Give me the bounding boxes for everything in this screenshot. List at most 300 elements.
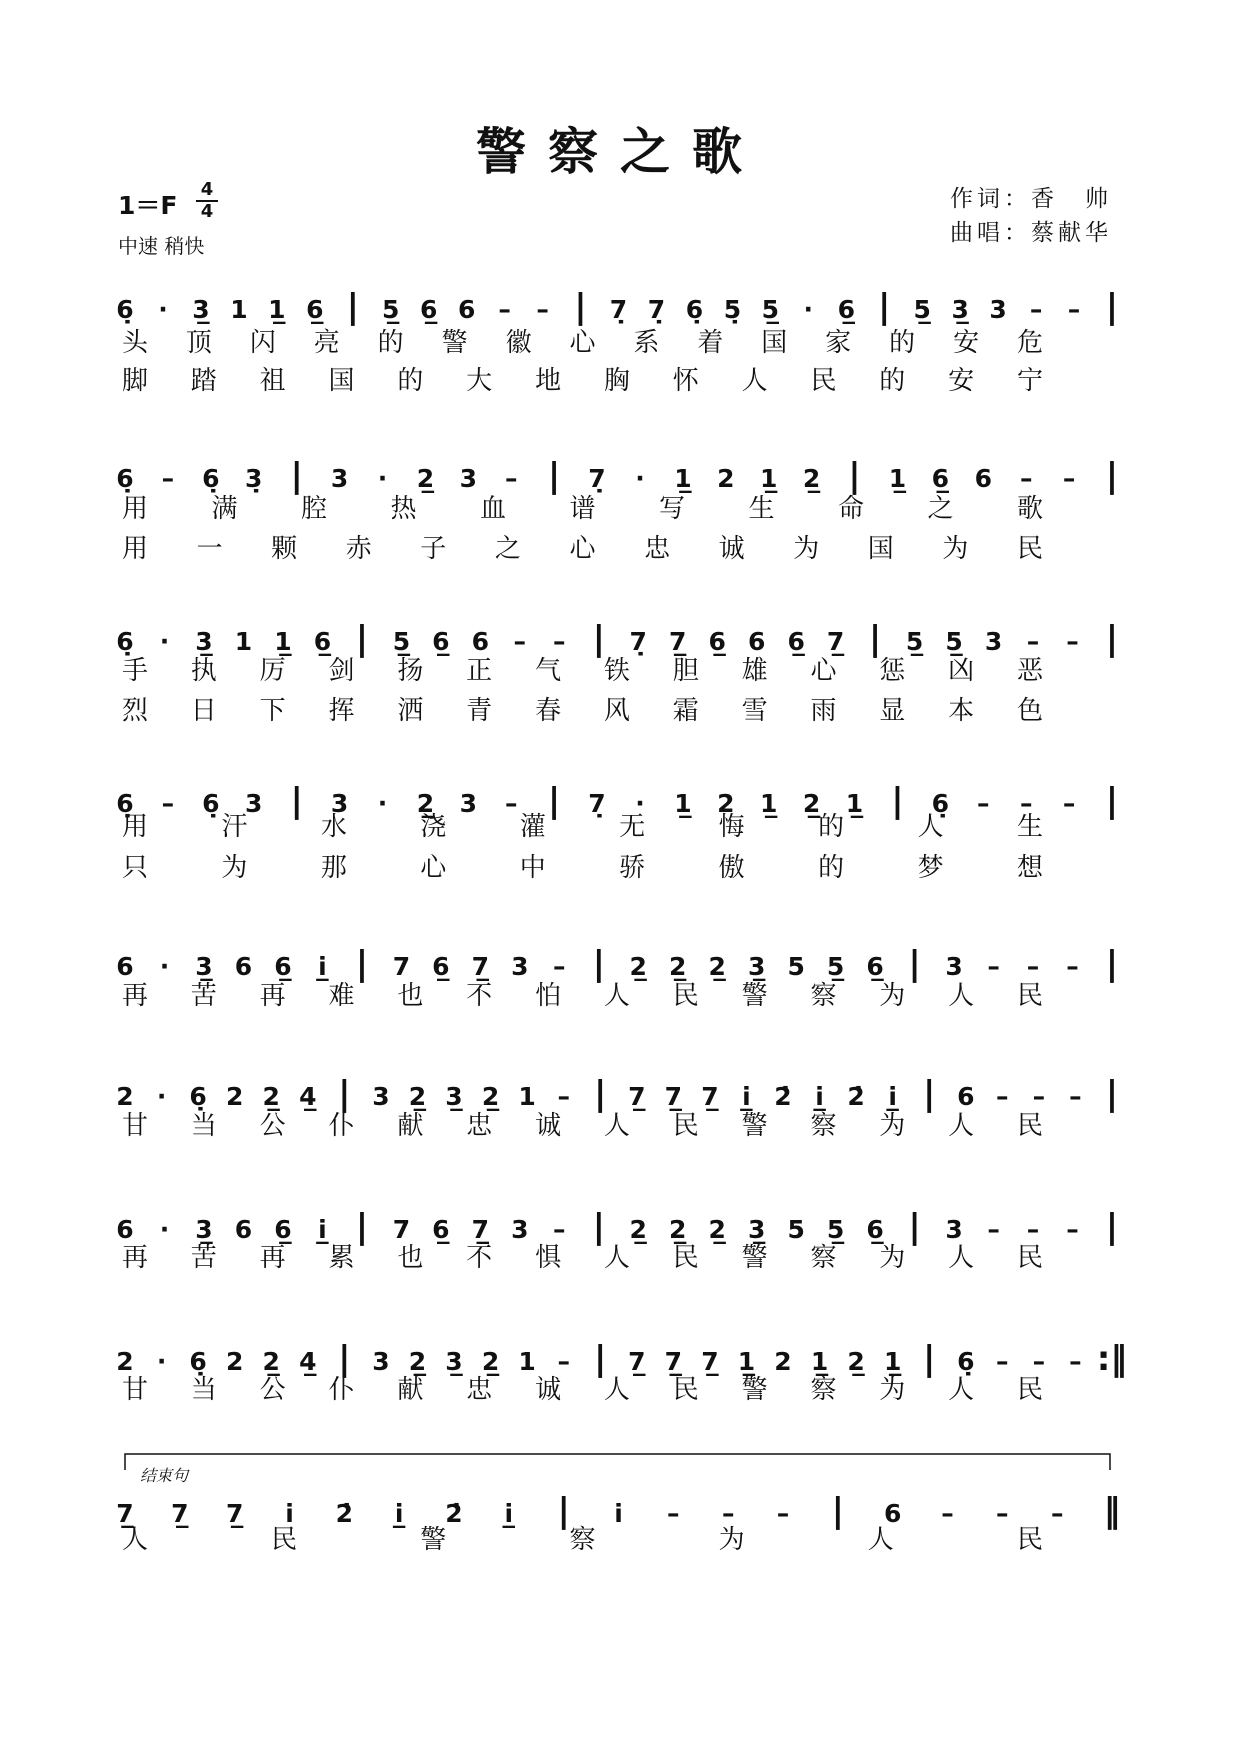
- note: 2̲: [481, 1082, 500, 1111]
- note: 7̲: [225, 1499, 244, 1528]
- lyric-syllable: 颗: [271, 534, 298, 564]
- lyric-syllable: 腔: [300, 494, 328, 524]
- lyric-syllable: 家: [825, 328, 852, 358]
- lyric-syllable: 剑: [328, 656, 355, 686]
- lyric-syllable: 人: [121, 1525, 149, 1555]
- lyric-syllable: 忠: [466, 1111, 493, 1141]
- note: ·: [159, 627, 170, 656]
- lyric-syllable: 歌: [1016, 494, 1044, 524]
- barline: ‖: [1103, 1491, 1121, 1531]
- lyric-syllable: 踏: [190, 366, 217, 396]
- note: 6̣: [957, 1347, 975, 1376]
- lyric-syllable: 的: [879, 366, 906, 396]
- note: 3̲: [195, 627, 213, 656]
- note: –: [504, 789, 518, 818]
- note: ·: [158, 295, 168, 324]
- barline: |: [922, 1339, 936, 1379]
- barline: |: [877, 287, 891, 327]
- note: 5̲: [392, 627, 411, 656]
- lyric-syllable: 民: [1016, 534, 1044, 564]
- note: 2̇: [774, 1082, 792, 1111]
- note: –: [553, 627, 566, 656]
- lyric-syllable: 闪: [249, 328, 276, 358]
- note: 7̲: [171, 1499, 189, 1528]
- lyric-syllable: 民: [810, 366, 837, 396]
- note: –: [557, 1082, 570, 1111]
- lyric-syllable: 警: [741, 1243, 768, 1273]
- barline: |: [346, 287, 360, 327]
- note: –: [941, 1499, 954, 1528]
- barline: |: [908, 1207, 921, 1247]
- lyric-syllable: 浇: [420, 812, 447, 842]
- note: 3̲: [192, 295, 210, 324]
- lyric-syllable: 苦: [190, 981, 217, 1011]
- lyric-syllable: 心: [810, 656, 837, 686]
- lyric-syllable: 为: [942, 534, 969, 564]
- note: 6: [883, 1499, 902, 1528]
- lyric-syllable: 骄: [619, 853, 646, 883]
- note: –: [1029, 295, 1043, 324]
- lyric-line: [0, 651, 1240, 691]
- note: 6̲: [866, 1215, 884, 1244]
- note: 2: [717, 464, 735, 493]
- note: 1̲: [883, 1347, 902, 1376]
- lyric-syllable: 霜: [672, 696, 699, 726]
- lyric-syllable: 为: [221, 853, 248, 883]
- barline: |: [592, 1207, 606, 1247]
- lyric-syllable: 累: [328, 1243, 355, 1273]
- note: ·: [159, 1215, 170, 1244]
- lyric-syllable: 人: [867, 1525, 894, 1555]
- lyric-syllable: 民: [1016, 1525, 1044, 1555]
- note: 7̲: [116, 1499, 134, 1528]
- note: 6̣: [116, 295, 134, 324]
- note: –: [1026, 1215, 1040, 1244]
- lyric-syllable: 满: [211, 494, 238, 524]
- note: –: [557, 1347, 570, 1376]
- lyric-syllable: 心: [569, 328, 596, 358]
- note: 2̲: [416, 789, 435, 818]
- lyric-syllable: 灌: [519, 812, 546, 842]
- note: 2: [774, 1347, 792, 1376]
- lyric-syllable: 想: [1016, 853, 1044, 883]
- lyric-syllable: 命: [837, 494, 865, 524]
- note: i: [614, 1499, 623, 1528]
- lyric-syllable: 民: [672, 1375, 699, 1405]
- note: 7: [392, 1215, 411, 1244]
- note: 1: [518, 1082, 536, 1111]
- lyric-syllable: 只: [121, 853, 149, 883]
- note: 1̲: [759, 789, 778, 818]
- time-signature-bottom: 4: [200, 201, 214, 222]
- note: –: [1032, 1082, 1046, 1111]
- note: 3̲: [747, 952, 766, 981]
- ending-label: 结束句: [140, 1466, 189, 1485]
- note: 2: [225, 1347, 244, 1376]
- barline: |: [593, 1339, 607, 1379]
- lyric-syllable: 谱: [569, 494, 596, 524]
- lyric-syllable: 烈: [121, 696, 149, 726]
- note: 6̣: [116, 627, 134, 656]
- note: 1̲: [674, 789, 692, 818]
- lyric-syllable: 雄: [741, 656, 768, 686]
- lyric-syllable: 察: [810, 1111, 837, 1141]
- lyric-syllable: 着: [697, 328, 724, 358]
- barline: |: [355, 944, 369, 984]
- lyric-syllable: 心: [569, 534, 596, 564]
- lyric-syllable: 脚: [121, 366, 149, 396]
- lyric-syllable: 手: [121, 656, 149, 686]
- barline: :‖: [1096, 1339, 1128, 1379]
- note: 3: [459, 789, 478, 818]
- note: 3: [945, 952, 963, 981]
- barline: |: [574, 287, 587, 327]
- note: 6: [234, 952, 253, 981]
- lyric-syllable: 怀: [672, 366, 699, 396]
- lyric-syllable: 民: [672, 1243, 699, 1273]
- note: 6: [234, 1215, 253, 1244]
- lyric-syllable: 也: [397, 981, 424, 1011]
- lyric-syllable: 人: [603, 1243, 630, 1273]
- note: 5̲: [826, 1215, 845, 1244]
- note: 3: [984, 627, 1003, 656]
- lyric-syllable: 祖: [259, 366, 286, 396]
- note: –: [977, 789, 990, 818]
- note: 6̣: [202, 789, 220, 818]
- note: –: [1050, 1499, 1064, 1528]
- lyric-syllable: 雪: [741, 696, 768, 726]
- barline: |: [338, 1074, 351, 1114]
- note: 5̲: [913, 295, 931, 324]
- note: 1̲: [759, 464, 778, 493]
- note: 3: [244, 789, 263, 818]
- note: 5̲: [826, 952, 845, 981]
- note: 2: [225, 1082, 244, 1111]
- note: 6: [116, 1215, 134, 1244]
- lyric-syllable: 民: [672, 1111, 699, 1141]
- barline: |: [1105, 287, 1119, 327]
- note: 6̣: [189, 1347, 207, 1376]
- note: 2̲: [629, 1215, 647, 1244]
- barline: |: [1105, 456, 1119, 496]
- lyric-syllable: 不: [466, 981, 493, 1011]
- lyric-syllable: 惩: [879, 656, 906, 686]
- note: 5: [787, 1215, 805, 1244]
- note: 6̣: [189, 1082, 207, 1111]
- note: 6̲: [432, 1215, 450, 1244]
- lyric-syllable: 再: [121, 981, 149, 1011]
- lyric-line: [0, 848, 1240, 888]
- time-signature-top: 4: [196, 180, 218, 202]
- note: 5̲: [945, 627, 963, 656]
- lyric-syllable: 之: [927, 494, 954, 524]
- lyric-syllable: 仆: [328, 1375, 355, 1405]
- note: 6̲: [432, 952, 450, 981]
- lyric-syllable: 执: [190, 656, 217, 686]
- note: –: [536, 295, 549, 324]
- note: 6: [957, 1082, 975, 1111]
- note: 3̲: [445, 1347, 463, 1376]
- lyric-syllable: 梦: [917, 853, 944, 883]
- lyric-line: [0, 489, 1240, 529]
- lyric-syllable: 生: [1016, 812, 1044, 842]
- ending-bracket: [125, 1454, 1110, 1470]
- barline: |: [593, 1074, 607, 1114]
- note: 4̲: [299, 1347, 317, 1376]
- note: 7̲: [628, 1347, 646, 1376]
- lyric-syllable: 再: [259, 981, 286, 1011]
- note: 3: [511, 1215, 529, 1244]
- barline: |: [908, 944, 921, 984]
- note: 6: [747, 627, 766, 656]
- note: ·: [803, 295, 814, 324]
- lyric-syllable: 中: [519, 853, 546, 883]
- note: 7̲: [701, 1347, 719, 1376]
- note: i̲: [888, 1082, 897, 1111]
- note: –: [776, 1499, 790, 1528]
- note: 6̣: [202, 464, 220, 493]
- lyric-syllable: 察: [810, 1243, 837, 1273]
- barline: |: [1105, 1074, 1119, 1114]
- key-signature: 1＝F: [118, 191, 178, 220]
- lyric-syllable: 青: [466, 696, 493, 726]
- lyric-syllable: 亮: [313, 328, 340, 358]
- lyric-syllable: 人: [917, 812, 944, 842]
- tempo-marking: 中速 稍快: [118, 234, 205, 258]
- lyric-line: [0, 1520, 1240, 1560]
- note: –: [1069, 1082, 1082, 1111]
- note: –: [721, 1499, 735, 1528]
- note: 1̲: [737, 1347, 756, 1376]
- lyric-syllable: 忠: [644, 534, 671, 564]
- lyric-syllable: 地: [535, 366, 562, 396]
- lyric-syllable: 生: [748, 494, 775, 524]
- lyric-syllable: 悔: [718, 812, 745, 842]
- note: –: [161, 789, 175, 818]
- note: 2̲: [416, 464, 435, 493]
- note: –: [1066, 952, 1079, 981]
- note: 7̲: [628, 1082, 646, 1111]
- lyric-syllable: 宁: [1016, 366, 1044, 396]
- lyric-syllable: 傲: [718, 853, 745, 883]
- note: 7̣: [609, 295, 628, 324]
- note: 4̲: [299, 1082, 317, 1111]
- note: 3̲: [747, 1215, 766, 1244]
- lyric-syllable: 国: [867, 534, 894, 564]
- lyric-syllable: 为: [879, 1111, 906, 1141]
- lyric-line: [0, 1238, 1240, 1278]
- note: 7̲: [664, 1347, 683, 1376]
- lyric-syllable: 人: [948, 981, 975, 1011]
- note: 2̇: [335, 1499, 354, 1528]
- note: 1̲: [888, 464, 907, 493]
- lyric-syllable: 显: [879, 696, 906, 726]
- note: 3: [511, 952, 529, 981]
- note: 7̣: [629, 627, 647, 656]
- note: –: [1019, 464, 1033, 493]
- lyric-syllable: 民: [1016, 981, 1044, 1011]
- note: ·: [156, 1347, 167, 1376]
- barline: |: [290, 456, 303, 496]
- lyric-syllable: 本: [948, 696, 975, 726]
- lyric-syllable: 人: [603, 981, 630, 1011]
- lyric-syllable: 察: [810, 1375, 837, 1405]
- note: 3̲: [445, 1082, 463, 1111]
- lyric-syllable: 一: [196, 534, 223, 564]
- lyric-syllable: 子: [420, 534, 447, 564]
- lyric-syllable: 用: [121, 494, 149, 524]
- barline: |: [1105, 781, 1119, 821]
- barline: |: [355, 619, 369, 659]
- note: –: [553, 1215, 566, 1244]
- lyric-syllable: 大: [466, 366, 493, 396]
- note: 1̲: [274, 627, 292, 656]
- note: –: [987, 1215, 1000, 1244]
- note: –: [1067, 295, 1081, 324]
- note: 6: [974, 464, 993, 493]
- lyric-syllable: 系: [633, 328, 660, 358]
- note: ·: [156, 1082, 167, 1111]
- note: i: [285, 1499, 294, 1528]
- note: 7̲: [471, 1215, 490, 1244]
- lyric-syllable: 徽: [505, 328, 532, 358]
- note: 1: [234, 627, 253, 656]
- lyric-syllable: 风: [603, 696, 630, 726]
- lyricist-credit: 作词：香 帅: [950, 186, 1112, 212]
- lyric-syllable: 心: [420, 853, 447, 883]
- barline: |: [557, 1491, 570, 1531]
- note: 6̲: [306, 295, 324, 324]
- note: 3: [330, 464, 349, 493]
- lyric-syllable: 血: [479, 494, 507, 524]
- barline: |: [592, 619, 606, 659]
- lyric-syllable: 诚: [535, 1375, 562, 1405]
- note: –: [1062, 464, 1076, 493]
- note: 7̣: [647, 295, 666, 324]
- lyric-syllable: 也: [397, 1243, 424, 1273]
- lyric-syllable: 为: [879, 981, 906, 1011]
- note: 7̲: [826, 627, 845, 656]
- lyric-syllable: 用: [121, 812, 149, 842]
- lyric-syllable: 人: [603, 1111, 630, 1141]
- note: 2̲: [408, 1082, 427, 1111]
- note: 2̇: [445, 1499, 463, 1528]
- lyric-syllable: 忠: [466, 1375, 493, 1405]
- note: 3: [459, 464, 478, 493]
- barline: |: [1105, 1207, 1119, 1247]
- note: 6̲: [274, 952, 292, 981]
- lyric-syllable: 挥: [328, 696, 355, 726]
- note: 2̲: [629, 952, 647, 981]
- lyric-syllable: 那: [320, 853, 347, 883]
- note: 2̲: [802, 464, 821, 493]
- barline: |: [338, 1339, 351, 1379]
- note: 3̲: [195, 1215, 213, 1244]
- barline: |: [547, 456, 561, 496]
- lyric-syllable: 厉: [259, 656, 286, 686]
- lyric-syllable: 民: [1016, 1375, 1044, 1405]
- note: 6̲: [787, 627, 805, 656]
- lyric-syllable: 人: [948, 1243, 975, 1273]
- note: 3: [330, 789, 349, 818]
- note: 5̲: [761, 295, 780, 324]
- barline: |: [290, 781, 303, 821]
- lyric-syllable: 为: [793, 534, 820, 564]
- lyric-syllable: 危: [1016, 328, 1044, 358]
- note: 7̲: [668, 627, 687, 656]
- note: 6̲: [931, 464, 950, 493]
- lyric-syllable: 写: [658, 494, 686, 524]
- lyric-syllable: 人: [603, 1375, 630, 1405]
- lyric-syllable: 献: [397, 1375, 424, 1405]
- note: 3: [372, 1347, 390, 1376]
- barline: |: [868, 619, 882, 659]
- note: i̲: [815, 1082, 824, 1111]
- lyric-syllable: 当: [190, 1111, 217, 1141]
- lyric-syllable: 仆: [328, 1111, 355, 1141]
- lyric-syllable: 的: [818, 812, 845, 842]
- note: i̲: [318, 1215, 327, 1244]
- note: –: [513, 627, 527, 656]
- lyric-syllable: 的: [397, 366, 424, 396]
- lyric-line: [0, 529, 1240, 569]
- note: 6: [471, 627, 490, 656]
- note: 5: [787, 952, 805, 981]
- barline: |: [891, 781, 904, 821]
- note: 2̲: [262, 1347, 280, 1376]
- lyric-syllable: 公: [259, 1375, 286, 1405]
- lyric-syllable: 色: [1016, 696, 1044, 726]
- note: 2̲: [708, 1215, 726, 1244]
- note: 7̲: [664, 1082, 683, 1111]
- lyric-syllable: 民: [1016, 1243, 1044, 1273]
- lyric-syllable: 的: [818, 853, 845, 883]
- note: 1̲: [268, 295, 286, 324]
- lyric-syllable: 警: [441, 328, 468, 358]
- lyric-syllable: 洒: [397, 696, 424, 726]
- composer-credit: 曲唱：蔡献华: [950, 220, 1112, 246]
- lyric-syllable: 汗: [221, 812, 248, 842]
- lyric-syllable: 甘: [121, 1111, 149, 1141]
- lyric-syllable: 警: [741, 1375, 768, 1405]
- note: –: [1066, 1215, 1079, 1244]
- note: 2̲: [262, 1082, 280, 1111]
- lyric-syllable: 胆: [672, 656, 699, 686]
- note: 3: [372, 1082, 390, 1111]
- note: 3: [989, 295, 1007, 324]
- lyric-syllable: 民: [672, 981, 699, 1011]
- note: 6̣: [931, 789, 950, 818]
- note: 7̣: [588, 464, 606, 493]
- note: –: [1026, 627, 1040, 656]
- note: 1: [230, 295, 248, 324]
- note: i̲: [504, 1499, 514, 1528]
- barline: |: [922, 1074, 936, 1114]
- lyric-syllable: 人: [948, 1111, 975, 1141]
- note: –: [1032, 1347, 1046, 1376]
- lyric-syllable: 胸: [603, 366, 630, 396]
- note: i̲: [394, 1499, 404, 1528]
- note: 5̲: [905, 627, 924, 656]
- note: 2̲: [668, 952, 687, 981]
- note: –: [1069, 1347, 1082, 1376]
- note: ·: [635, 789, 645, 818]
- lyric-syllable: 不: [466, 1243, 493, 1273]
- lyric-syllable: 诚: [718, 534, 745, 564]
- note: i̲: [742, 1082, 751, 1111]
- note: –: [504, 464, 518, 493]
- note: 6̣: [116, 464, 134, 493]
